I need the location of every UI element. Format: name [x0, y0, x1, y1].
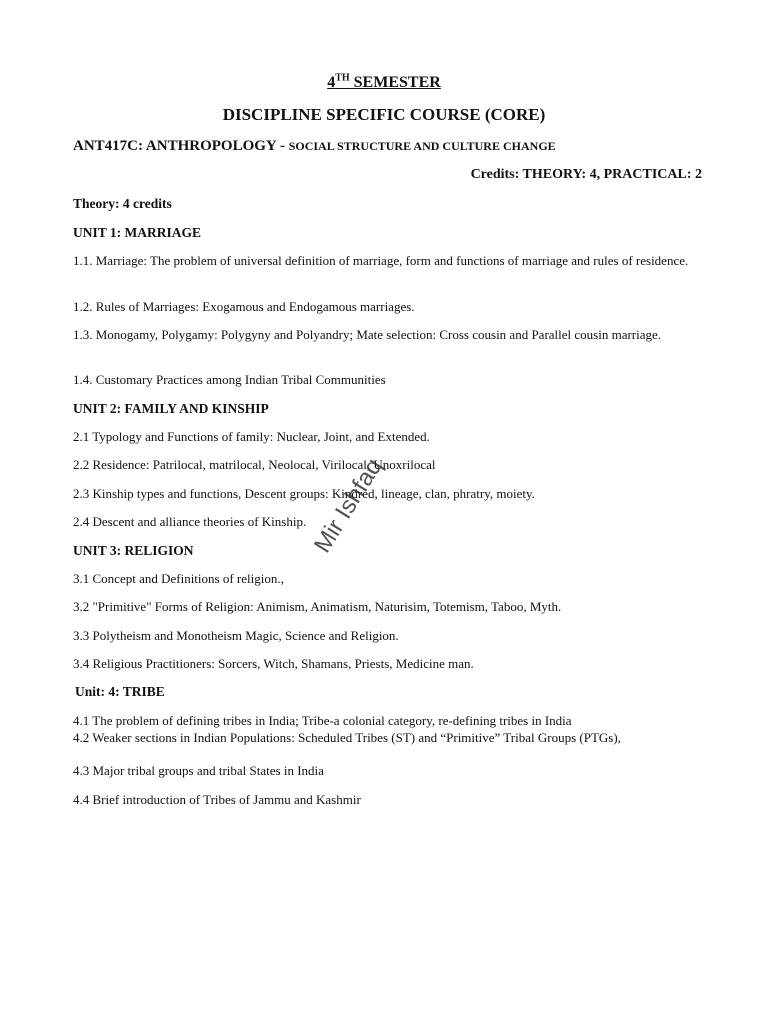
unit4-item-2: 4.2 Weaker sections in Indian Populations: Scheduled Tribes (ST) and “Primitive” Tribal Groups (PTGs),: [73, 730, 621, 745]
unit2-item-4: 2.4 Descent and alliance theories of Kinship.: [73, 514, 307, 529]
unit1-item-1: 1.1. Marriage: The problem of universal definition of marriage, form and functions of marriage and rules of residence.: [73, 253, 689, 268]
unit4-heading: Unit: 4: TRIBE: [75, 684, 165, 699]
unit4-item-3: 4.3 Major tribal groups and tribal States in India: [73, 763, 324, 778]
unit3-item-3: 3.3 Polytheism and Monotheism Magic, Science and Religion.: [73, 628, 399, 643]
course-code: ANT417C: ANTHROPOLOGY -: [73, 138, 289, 154]
unit4-item-1: 4.1 The problem of defining tribes in India; Tribe-a colonial category, re-defining tribes in India: [73, 713, 572, 728]
unit1-item-2: 1.2. Rules of Marriages: Exogamous and Endogamous marriages.: [73, 299, 415, 314]
unit1-item-3: 1.3. Monogamy, Polygamy: Polygyny and Polyandry; Mate selection: Cross cousin and Parallel cousin marriage.: [73, 327, 662, 342]
unit2-item-1: 2.1 Typology and Functions of family: Nuclear, Joint, and Extended.: [73, 429, 430, 444]
unit1-item-4: 1.4. Customary Practices among Indian Tribal Communities: [73, 372, 386, 387]
unit3-item-4: 3.4 Religious Practitioners: Sorcers, Witch, Shamans, Priests, Medicine man.: [73, 656, 474, 671]
unit2-item-3: 2.3 Kinship types and functions, Descent groups: Kindred, lineage, clan, phratry, moiety.: [73, 486, 535, 501]
discipline-heading: DISCIPLINE SPECIFIC COURSE (CORE): [222, 105, 546, 124]
unit3-heading: UNIT 3: RELIGION: [73, 543, 194, 558]
unit2-item-2: 2.2 Residence: Patrilocal, matrilocal, Neolocal, Virilocal, Unoxrilocal: [73, 457, 436, 472]
semester-label: SEMESTER: [349, 74, 441, 91]
credits-line: Credits: THEORY: 4, PRACTICAL: 2: [470, 167, 702, 182]
semester-number: 4: [327, 74, 336, 91]
course-title: [73, 138, 556, 155]
unit2-heading: UNIT 2: FAMILY AND KINSHIP: [73, 401, 269, 416]
unit3-item-2: 3.2 "Primitive" Forms of Religion: Animism, Animatism, Naturisim, Totemism, Taboo, Myth.: [73, 599, 562, 614]
unit3-item-1: 3.1 Concept and Definitions of religion.,: [73, 571, 284, 586]
watermark-text: Mir Ishfaq: [308, 453, 388, 558]
theory-credits: Theory: 4 credits: [73, 196, 172, 211]
unit4-item-4: 4.4 Brief introduction of Tribes of Jammu and Kashmir: [73, 792, 361, 807]
unit1-heading: UNIT 1: MARRIAGE: [73, 225, 202, 240]
course-subtitle: SOCIAL STRUCTURE AND CULTURE CHANGE: [288, 139, 556, 153]
semester-heading: [0, 74, 768, 92]
semester-suffix: TH: [335, 72, 350, 84]
